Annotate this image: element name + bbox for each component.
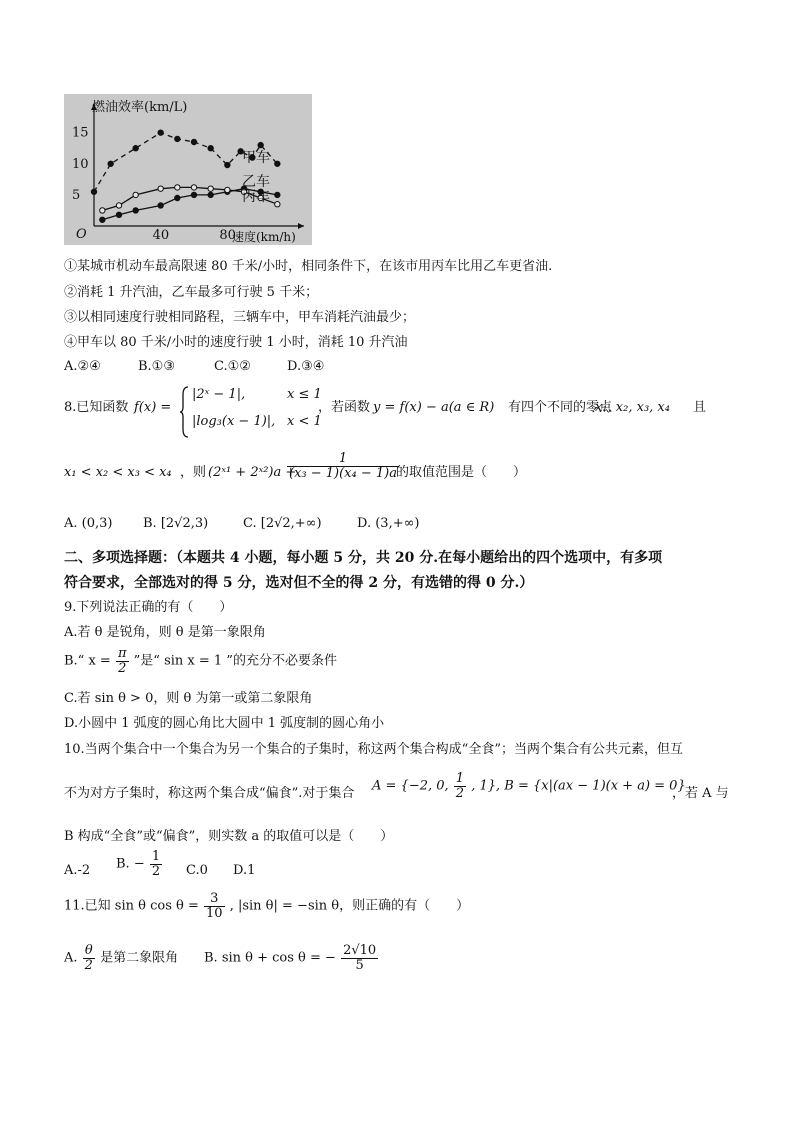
q10-choice-b	[116, 850, 163, 878]
x-axis-label: 速度(km/h)	[232, 230, 296, 244]
fuel-efficiency-chart	[64, 94, 312, 245]
origin-label: O	[76, 227, 87, 242]
q8-then: ，则	[180, 465, 207, 480]
series-0-point-7	[225, 162, 230, 167]
q11-num: 3	[204, 892, 225, 907]
series-2-point-7	[225, 187, 230, 192]
x-tick-label-80: 80	[219, 228, 236, 243]
q8-frac-den: (x₃ − 1)(x₄ − 1)a	[289, 465, 397, 481]
q8-prefix: 8.已知函数	[64, 400, 129, 415]
q8-case1: |2ˣ − 1|,	[192, 387, 246, 402]
series-1-point-0	[100, 217, 105, 222]
q8-fraction	[286, 452, 400, 480]
q11-choice-b	[204, 944, 379, 972]
legend-label-1: 乙车	[242, 174, 270, 190]
series-1-point-2	[133, 208, 138, 213]
series-2-point-5	[191, 185, 196, 190]
q10-line2a: 不为对方子集时，称这两个集合成“偏食”.对于集合	[64, 786, 355, 801]
q8-piecewise-brace	[180, 385, 190, 439]
q10-setA-post: , 1}, B = {x|(ax − 1)(x + a) = 0}	[471, 778, 686, 794]
q8-expression: (2ˣ¹ + 2ˣ²)a +	[208, 465, 297, 480]
statement-1: ①某城市机动车最高限速 80 千米/小时，相同条件下，在该市用丙车比用乙车更省油.	[64, 259, 553, 274]
q9-b-den: 2	[118, 660, 127, 676]
q9-choice-d: D.小圆中 1 弧度的圆心角比大圆中 1 弧度制的圆心角小	[64, 716, 385, 731]
q8-cond2: x < 1	[287, 414, 322, 429]
series-0-point-10	[258, 142, 263, 147]
q8-function: y = f(x) − a(a ∈ R)	[373, 400, 495, 415]
q8-range-ask: 的取值范围是（ ）	[396, 465, 527, 480]
series-2-point-4	[175, 185, 180, 190]
series-0-point-1	[108, 161, 113, 166]
series-1-point-10	[275, 192, 280, 197]
q7-choice-a: A.②④	[64, 359, 101, 374]
q8-order: x₁ < x₂ < x₃ < x₄	[64, 465, 172, 480]
q8-zeros: x₁, x₂, x₃, x₄	[595, 400, 670, 415]
q10-b-num: 1	[151, 849, 161, 864]
series-2-point-1	[116, 203, 121, 208]
statement-3: ③以相同速度行驶相同路程，三辆车中，甲车消耗汽油最少；	[64, 310, 416, 325]
q7-choice-d: D.③④	[287, 359, 325, 374]
series-0-point-6	[208, 146, 213, 151]
series-1-point-5	[191, 192, 196, 197]
q8-frac-num: 1	[287, 452, 399, 467]
q11-b-pre: B. sin θ + cos θ = −	[204, 950, 336, 966]
legend-label-2: 丙车	[242, 189, 270, 205]
q11-a-post: 是第二象限角	[100, 950, 179, 966]
q8-tail: 有四个不同的零点	[508, 400, 613, 415]
series-2-point-3	[158, 186, 163, 191]
series-1-point-3	[158, 203, 163, 208]
series-2-point-0	[100, 208, 105, 213]
q8-choice-d: D. (3,+∞)	[357, 516, 420, 531]
q10-choice-c: C.0	[186, 863, 208, 878]
q9-choice-a: A.若 θ 是锐角，则 θ 是第一象限角	[64, 625, 266, 640]
q11-pre: 11.已知 sin θ cos θ =	[64, 898, 199, 914]
q7-choice-b: B.①③	[138, 359, 175, 374]
q10-choice-d: D.1	[233, 863, 256, 878]
q10-b-den: 2	[151, 863, 161, 879]
q9-choice-c: C.若 sin θ > 0，则 θ 为第一或第二象限角	[64, 691, 313, 706]
series-1-point-1	[116, 212, 121, 217]
legend-label-0: 甲车	[242, 150, 270, 166]
q8-choice-a: A. (0,3)	[64, 516, 113, 531]
q11-a-num: θ	[83, 944, 95, 959]
series-2-point-6	[208, 186, 213, 191]
q10-line3: B 构成“全食”或“偏食”，则实数 a 的取值可以是（ ）	[64, 829, 394, 844]
q9-b-pre: B.“ x =	[64, 653, 111, 669]
q9-b-post: ”是“ sin x = 1 ”的充分不必要条件	[133, 653, 337, 669]
q10-sets	[372, 772, 686, 800]
q11-a-den: 2	[84, 957, 93, 973]
q8-choice-b: B. [2√2,3)	[143, 516, 209, 531]
x-tick-label-40: 40	[152, 228, 170, 243]
series-2-point-10	[275, 202, 280, 207]
q11-stem	[64, 892, 469, 920]
q11-b-den: 5	[355, 957, 364, 973]
q8-func-name: f(x) =	[134, 400, 172, 415]
series-0-point-5	[191, 139, 196, 144]
q8-choice-c: C. [2√2,+∞)	[243, 516, 322, 531]
series-2-point-2	[133, 192, 138, 197]
series-1-point-4	[175, 195, 180, 200]
q10-line1: 10.当两个集合中一个集合为另一个集合的子集时，称这两个集合构成“全食”；当两个集合有公共元素，但互	[64, 742, 683, 757]
q10-setA-pre: A = {−2, 0,	[372, 778, 449, 794]
series-0-point-2	[133, 146, 138, 151]
q9-b-num: π	[117, 646, 127, 661]
section2-heading-line1: 二、多项选择题：（本题共 4 小题，每小题 5 分，共 20 分.在每小题给出的四个选项中，有多项	[64, 550, 663, 566]
y-tick-label-10: 10	[72, 156, 89, 172]
section2-heading-line2: 符合要求，全部选对的得 5 分，选对但不全的得 2 分，有选错的得 0 分.）	[64, 575, 534, 591]
q8-qie: 且	[693, 400, 707, 415]
q11-den: 10	[206, 905, 223, 921]
q9-choice-b	[64, 647, 337, 675]
q11-a-pre: A.	[64, 950, 78, 966]
q11-choice-a	[64, 944, 178, 972]
q11-post: , |sin θ| = −sin θ，则正确的有（ ）	[229, 898, 470, 914]
series-0-point-3	[158, 130, 163, 135]
statement-2: ②消耗 1 升汽油，乙车最多可行驶 5 千米；	[64, 285, 319, 300]
q10-setA-den: 2	[455, 785, 465, 801]
series-0-point-0	[91, 189, 96, 194]
q10-choice-a: A.-2	[64, 863, 91, 878]
q10-b-pre: B. −	[116, 856, 145, 872]
series-0-point-11	[275, 161, 280, 166]
q8-mid: ，若函数	[318, 400, 371, 415]
statement-4: ④甲车以 80 千米/小时的速度行驶 1 小时，消耗 10 升汽油	[64, 335, 408, 350]
q8-cond1: x ≤ 1	[287, 387, 322, 402]
q7-choice-c: C.①②	[214, 359, 251, 374]
q8-case2: |log₃(x − 1)|,	[192, 414, 276, 429]
q11-b-num: 2√10	[343, 943, 377, 958]
series-0-point-4	[175, 136, 180, 141]
q10-setA-num: 1	[455, 771, 465, 786]
q9-stem: 9.下列说法正确的有（ ）	[64, 600, 233, 615]
series-1-point-6	[208, 192, 213, 197]
y-tick-label-15: 15	[72, 125, 89, 141]
y-tick-label-5: 5	[72, 187, 81, 203]
q10-line2b: ，若 A 与	[672, 786, 729, 801]
y-axis-label: 燃油效率(km/L)	[92, 100, 188, 115]
